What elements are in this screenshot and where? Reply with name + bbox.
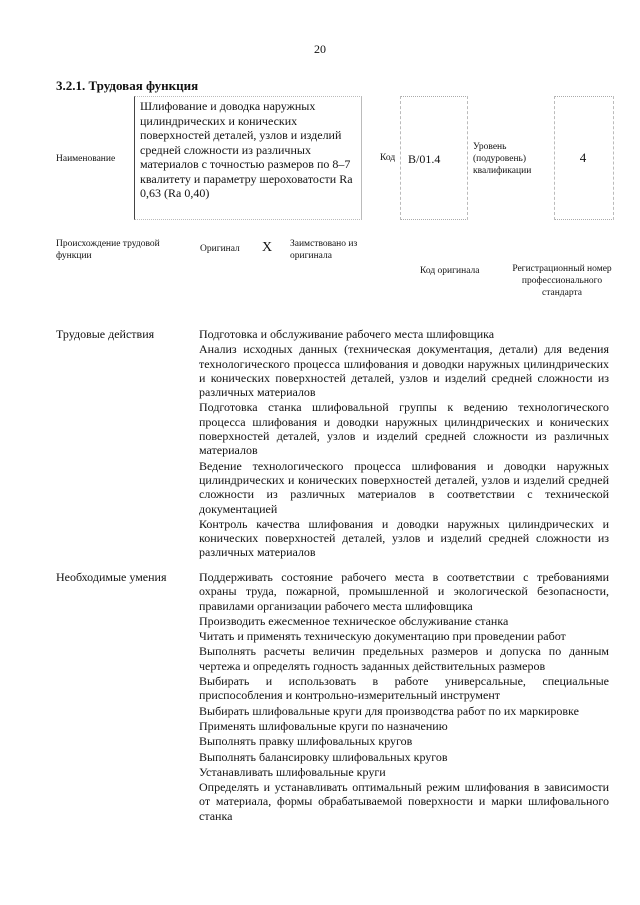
list-item: Производить ежесменное техническое обслуживание станка	[199, 613, 509, 628]
function-name: Шлифование и доводка наружных цилиндрических и конических поверхностей деталей, узлов и изделий средней сложности из различных материалов с точностью размеров по 8–7 квалитету и параметру шероховатости Ra 0,63 (Ra 0,40)	[140, 99, 353, 200]
labor-actions-list	[199, 327, 609, 561]
page-number: 20	[314, 42, 326, 56]
list-item: Выполнять расчеты величин предельных размеров и допуска по данным чертежа и определять годность заданных действительных размеров	[199, 644, 609, 673]
required-skills-list	[199, 570, 609, 824]
code-value: B/01.4	[408, 152, 441, 166]
borrowed-label: Заимствовано из оригинала	[290, 239, 358, 261]
list-item: Контроль качества шлифования и доводки наружных цилиндрических и конических поверхностей деталей, узлов и изделий средней сложности из различных материалов	[199, 516, 609, 560]
code-label: Код	[380, 153, 396, 163]
list-item: Читать и применять техническую документацию при проведении работ	[199, 629, 566, 644]
list-item: Определять и устанавливать оптимальный режим шлифования в зависимости от материала, формы обрабатываемой поверхности и марки шлифовального станка	[199, 780, 609, 823]
section-title: 3.2.1. Трудовая функция	[56, 78, 199, 93]
list-item: Выбирать и использовать в работе универсальные, специальные приспособления и контрольно-измерительный инструмент	[199, 674, 609, 703]
qualification-level-label: Уровень (подуровень) квалификации	[473, 142, 532, 176]
original-code-label: Код оригинала	[420, 266, 480, 276]
labor-actions-label: Трудовые действия	[56, 327, 155, 341]
list-item: Выполнять балансировку шлифовальных кругов	[199, 749, 448, 764]
list-item: Выбирать шлифовальные круги для производства работ по их маркировке	[199, 703, 579, 718]
list-item: Устанавливать шлифовальные круги	[199, 764, 386, 779]
list-item: Анализ исходных данных (техническая документация, детали) для ведения технологического процесса шлифования и доводки наружных цилиндрических и конических поверхностей деталей, узлов и изделий средней сложности из различных материалов	[199, 342, 609, 400]
list-item: Поддерживать состояние рабочего места в соответствии с требованиями охраны труда, пожарной, промышленной и экологической безопасности, правилами организации рабочего места шлифовщика	[199, 570, 609, 613]
registration-number-label: Регистрационный номер профессионального стандарта	[512, 264, 612, 298]
original-label: Оригинал	[200, 244, 240, 254]
list-item: Ведение технологического процесса шлифования и доводки наружных цилиндрических и конических поверхностей деталей, узлов и изделий средней сложности из различных материалов в соответствии с технической документацией	[199, 458, 609, 516]
list-item: Подготовка станка шлифовальной группы к ведению технологического процесса шлифования и доводки наружных цилиндрических и конических поверхностей деталей, узлов и изделий средней сложности из различных материалов	[199, 400, 609, 458]
list-item: Применять шлифовальные круги по назначению	[199, 718, 448, 733]
qualification-level-value: 4	[579, 150, 587, 165]
original-mark: X	[262, 240, 273, 255]
name-label: Наименование	[56, 154, 116, 164]
origin-label: Происхождение трудовой функции	[56, 239, 160, 261]
required-skills-label: Необходимые умения	[56, 570, 167, 584]
list-item: Подготовка и обслуживание рабочего места шлифовщика	[199, 327, 495, 341]
list-item: Выполнять правку шлифовальных кругов	[199, 734, 413, 749]
